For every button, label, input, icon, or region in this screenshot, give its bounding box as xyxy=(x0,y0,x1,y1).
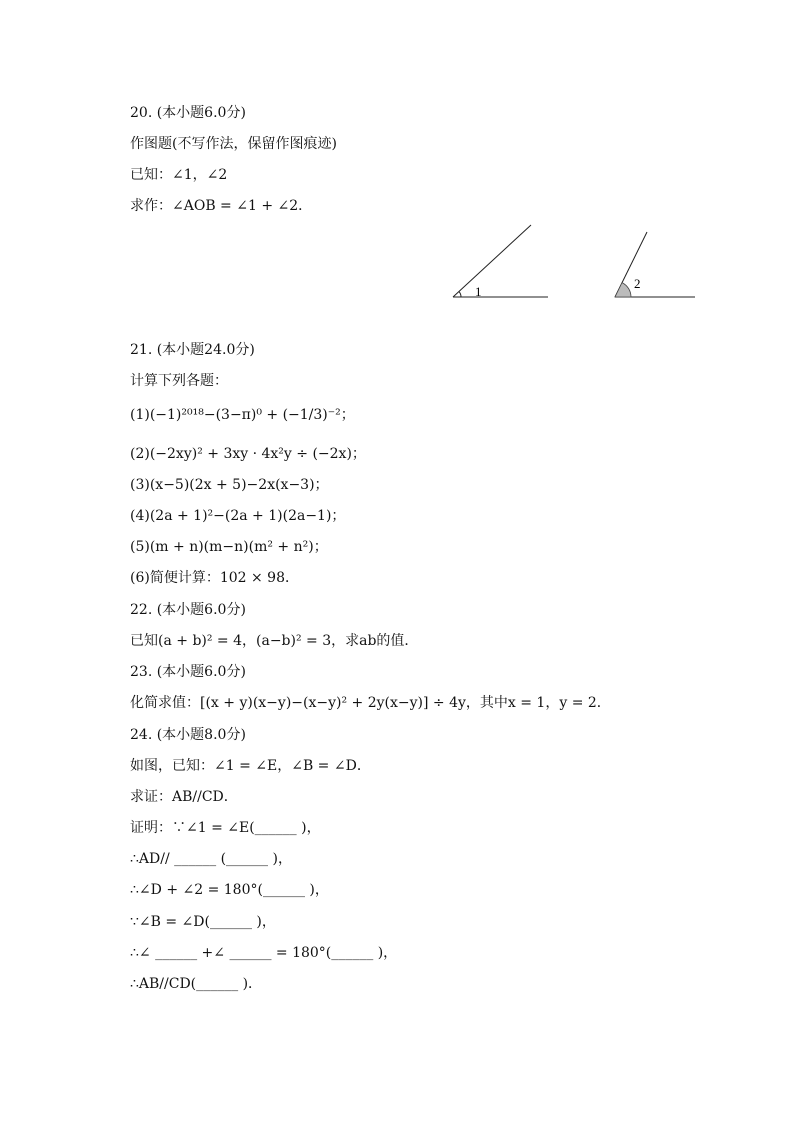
q21-item-1: (1)(−1)²⁰¹⁸−(3−π)⁰ + (−1/3)⁻²； xyxy=(130,407,355,423)
q20-task: 求作：∠AOB = ∠1 + ∠2． xyxy=(130,198,313,214)
q24-proof-line-1: 证明：∵∠1 = ∠E(______ )， xyxy=(130,820,321,836)
q24-proof-line-4: ∵∠B = ∠D(______ )， xyxy=(130,914,276,930)
q20-given: 已知：∠1，∠2 xyxy=(130,167,228,183)
q24-proof-line-3: ∴∠D + ∠2 = 180°(______ )， xyxy=(130,882,329,898)
angle-figures xyxy=(0,215,794,335)
q21-item-5: (5)(m + n)(m−n)(m² + n²)； xyxy=(130,539,328,555)
angle-2-figure xyxy=(615,232,695,297)
q21-header: 21. (本小题24.0分) xyxy=(130,342,255,358)
q24-proof-line-6: ∴AB//CD(______ )． xyxy=(130,976,263,992)
q24-proof-line-5: ∴∠ ______ +∠ ______ = 180°(______ )， xyxy=(130,945,398,961)
q21-item-2: (2)(−2xy)² + 3xy · 4x²y ÷ (−2x)； xyxy=(130,446,366,462)
q21-item-4: (4)(2a + 1)²−(2a + 1)(2a−1)； xyxy=(130,508,346,524)
q24-prove: 求证：AB//CD． xyxy=(130,789,238,805)
angle-1-figure xyxy=(453,225,548,299)
angle-2-label: 2 xyxy=(634,276,641,291)
q20-instruction: 作图题(不写作法，保留作图痕迹) xyxy=(130,136,337,152)
q22-header: 22. (本小题6.0分) xyxy=(130,602,246,618)
angle-1-label: 1 xyxy=(475,284,482,299)
q21-item-6: (6)简便计算：102 × 98． xyxy=(130,570,299,586)
q23-header: 23. (本小题6.0分) xyxy=(130,664,246,680)
q22-text: 已知(a + b)² = 4，(a−b)² = 3，求ab的值． xyxy=(130,633,419,649)
q23-text: 化简求值：[(x + y)(x−y)−(x−y)² + 2y(x−y)] ÷ 4y，其中x = 1，y = 2． xyxy=(130,695,611,711)
q24-given: 如图，已知：∠1 = ∠E，∠B = ∠D． xyxy=(130,758,371,774)
q24-proof-line-2: ∴AD// ______ (______ )， xyxy=(130,851,292,867)
q24-header: 24. (本小题8.0分) xyxy=(130,727,246,743)
q20-header: 20. (本小题6.0分) xyxy=(130,105,246,121)
q21-item-3: (3)(x−5)(2x + 5)−2x(x−3)； xyxy=(130,477,329,493)
q21-intro: 计算下列各题： xyxy=(130,373,228,389)
